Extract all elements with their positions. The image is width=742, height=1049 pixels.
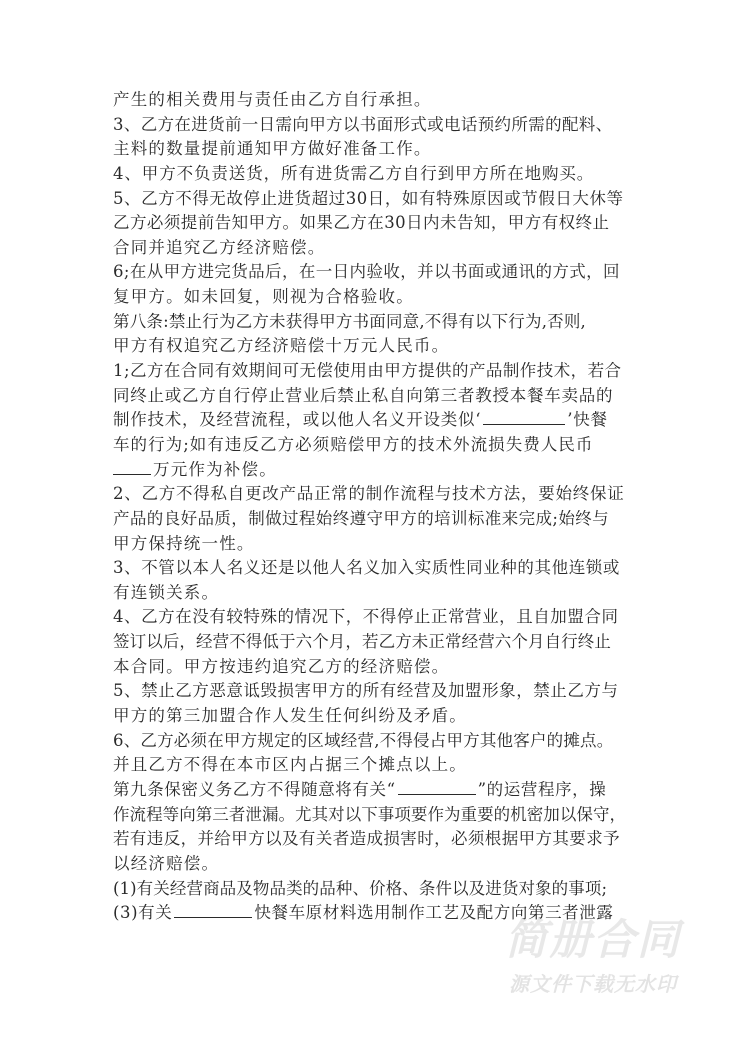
contract-body bbox=[113, 88, 643, 926]
clause-3-line: 3、乙方在进货前一日需向甲方以书面形式或电话预约所需的配料、 bbox=[113, 114, 613, 134]
text-line: 同终止或乙方自行停止营业后禁止私自向第三者教授本餐车卖品的 bbox=[113, 385, 614, 405]
text-segment: 第九条保密义务乙方不得随意将有关“ bbox=[113, 779, 396, 799]
fill-in-blank bbox=[398, 778, 476, 795]
text-line-with-blank bbox=[113, 458, 643, 483]
article-9-item-3-with-blank bbox=[113, 901, 643, 926]
clause-5-line: 5、乙方不得无故停止进货超过30日，如有特殊原因或节假日大休等 bbox=[113, 188, 624, 208]
text-line: 有连锁关系。 bbox=[113, 582, 220, 602]
article-8-item-1-line: 1;乙方在合同有效期间可无偿使用由甲方提供的产品制作技术，若合 bbox=[113, 361, 622, 381]
watermark-subtitle: 源文件下载无水印 bbox=[509, 972, 677, 996]
clause-6-line: 6;在从甲方进完货品后，在一日内验收，并以书面或通讯的方式，回 bbox=[113, 262, 620, 282]
text-line: 甲方有权追究乙方经济赔偿十万元人民币。 bbox=[113, 336, 450, 356]
text-line: 乙方必须提前告知甲方。如果乙方在30日内未告知，甲方有权终止 bbox=[113, 213, 610, 233]
text-segment: 万元作为补偿。 bbox=[153, 459, 277, 479]
fill-in-blank bbox=[483, 408, 565, 425]
text-segment: ’快餐 bbox=[567, 410, 608, 430]
fill-in-blank bbox=[174, 901, 252, 918]
clause-4-line: 4、甲方不负责送货，所有进货需乙方自行到甲方所在地购买。 bbox=[113, 163, 595, 183]
text-segment: 快餐车原材料选用制作工艺及配方向第三者泄露 bbox=[254, 903, 614, 923]
text-line: 以经济赔偿。 bbox=[113, 853, 220, 873]
article-8-item-3-line: 3、不管以本人名义还是以他人名义加入实质性同业种的其他连锁或 bbox=[113, 558, 620, 578]
article-8-item-5-line: 5、禁止乙方恶意诋毁损害甲方的所有经营及加盟形象，禁止乙方与 bbox=[113, 681, 619, 701]
text-line: 作流程等向第三者泄漏。尤其对以下事项要作为重要的机密加以保守， bbox=[113, 804, 627, 824]
text-line: 产生的相关费用与责任由乙方自行承担。 bbox=[113, 90, 432, 109]
text-line: 车的行为;如有违反乙方必须赔偿甲方的技术外流损失费人民币 bbox=[113, 434, 594, 454]
text-line: 签订以后，经营不得低于六个月，若乙方未正常经营六个月自行终止 bbox=[113, 632, 611, 652]
text-line: 并且乙方不得在本市区内占据三个摊点以上。 bbox=[113, 755, 467, 775]
text-segment: 制作技术，及经营流程，或以他人名义开设类似‘ bbox=[113, 410, 482, 430]
text-line: 甲方的第三加盟合作人发生任何纠纷及矛盾。 bbox=[113, 706, 467, 726]
fill-in-blank bbox=[113, 458, 151, 475]
text-line: 主料的数量提前通知甲方做好准备工作。 bbox=[113, 139, 432, 159]
text-line: 本合同。甲方按违约追究乙方的经济赔偿。 bbox=[113, 656, 450, 676]
text-line: 产品的良好品质，制做过程始终遵守甲方的培训标准来完成;始终与 bbox=[113, 508, 610, 528]
watermark bbox=[505, 915, 705, 997]
article-8-item-2-line: 2、乙方不得私自更改产品正常的制作流程与技术方法，要始终保证 bbox=[113, 484, 625, 504]
article-8-heading: 第八条:禁止行为乙方未获得甲方书面同意,不得有以下行为,否则, bbox=[113, 311, 586, 331]
text-segment: (3)有关 bbox=[113, 903, 173, 923]
text-line: 合同并追究乙方经济赔偿。 bbox=[113, 237, 326, 257]
article-9-item-1-line: (1)有关经营商品及物品类的品种、价格、条件以及进货对象的事项; bbox=[113, 878, 608, 898]
text-line-with-blank bbox=[113, 408, 643, 433]
text-line: 甲方保持统一性。 bbox=[113, 533, 255, 553]
article-8-item-4-line: 4、乙方在没有较特殊的情况下，不得停止正常营业，且自加盟合同 bbox=[113, 607, 619, 627]
watermark-title: 简册合同 bbox=[505, 915, 682, 964]
article-8-item-6-line: 6、乙方必须在甲方规定的区域经营,不得侵占甲方其他客户的摊点。 bbox=[113, 730, 614, 750]
text-line: 若有违反，并给甲方以及有关者造成损害时，必须根据甲方其要求予 bbox=[113, 829, 620, 849]
text-segment: ”的运营程序，操 bbox=[477, 779, 607, 799]
article-9-heading-with-blank bbox=[113, 778, 643, 803]
text-line: 复甲方。如未回复，则视为合格验收。 bbox=[113, 287, 414, 307]
